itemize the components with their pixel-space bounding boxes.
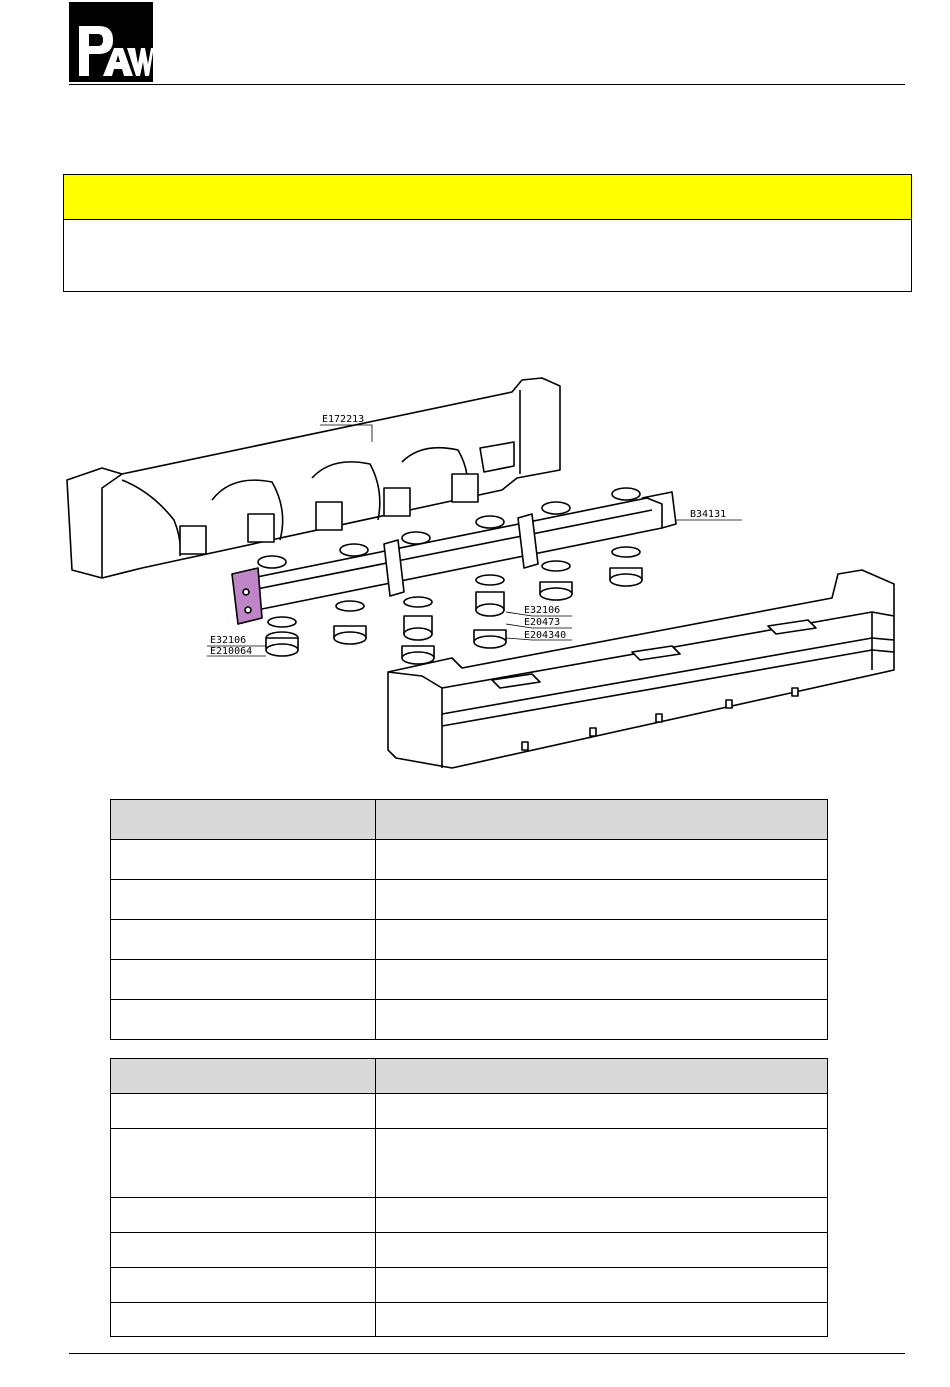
table-row bbox=[111, 1129, 828, 1198]
paw-logo bbox=[69, 2, 153, 82]
front-insulation-shell bbox=[388, 570, 894, 768]
table-cell bbox=[376, 960, 828, 1000]
table-header-row bbox=[111, 1059, 828, 1094]
table-row bbox=[111, 1303, 828, 1337]
label-nut-right: E204340 bbox=[524, 630, 567, 641]
table-cell bbox=[111, 1129, 376, 1198]
exploded-view-drawing bbox=[62, 370, 902, 782]
table-row bbox=[111, 920, 828, 960]
table-cell bbox=[111, 1268, 376, 1303]
label-gasket-right: E32106 bbox=[524, 605, 561, 616]
table-cell bbox=[376, 880, 828, 920]
table-row bbox=[111, 960, 828, 1000]
table-header-cell bbox=[111, 800, 376, 840]
table-cell bbox=[111, 920, 376, 960]
table-row bbox=[111, 1094, 828, 1129]
warning-box bbox=[63, 174, 912, 292]
parts-table-1 bbox=[110, 799, 828, 1040]
table-cell bbox=[111, 1233, 376, 1268]
table-cell bbox=[111, 1303, 376, 1337]
table-header-cell bbox=[111, 1059, 376, 1094]
table-header-cell bbox=[376, 800, 828, 840]
table-cell bbox=[376, 1303, 828, 1337]
table-cell bbox=[111, 880, 376, 920]
table-cell bbox=[376, 1000, 828, 1040]
label-insulation-rear: E172213 bbox=[322, 414, 365, 425]
table-row bbox=[111, 840, 828, 880]
warning-heading bbox=[64, 175, 911, 220]
table-cell bbox=[111, 1000, 376, 1040]
table-row bbox=[111, 1000, 828, 1040]
table-cell bbox=[111, 1198, 376, 1233]
table-row bbox=[111, 1268, 828, 1303]
label-fitting-right: E20473 bbox=[524, 617, 561, 628]
table-cell bbox=[376, 920, 828, 960]
footer-rule bbox=[69, 1353, 905, 1354]
header-rule bbox=[69, 84, 905, 85]
label-nut-left: E210064 bbox=[210, 646, 253, 657]
table-cell bbox=[111, 960, 376, 1000]
table-row bbox=[111, 1198, 828, 1233]
table-header-row bbox=[111, 800, 828, 840]
table-cell bbox=[111, 1094, 376, 1129]
table-row bbox=[111, 880, 828, 920]
table-row bbox=[111, 1233, 828, 1268]
table-cell bbox=[376, 840, 828, 880]
parts-table-2 bbox=[110, 1058, 828, 1337]
table-cell bbox=[376, 1198, 828, 1233]
label-distributor: B34131 bbox=[690, 509, 727, 520]
table-header-cell bbox=[376, 1059, 828, 1094]
table-cell bbox=[376, 1233, 828, 1268]
table-cell bbox=[111, 840, 376, 880]
table-cell bbox=[376, 1094, 828, 1129]
table-cell bbox=[376, 1129, 828, 1198]
label-gasket-left: E32106 bbox=[210, 635, 247, 646]
table-cell bbox=[376, 1268, 828, 1303]
